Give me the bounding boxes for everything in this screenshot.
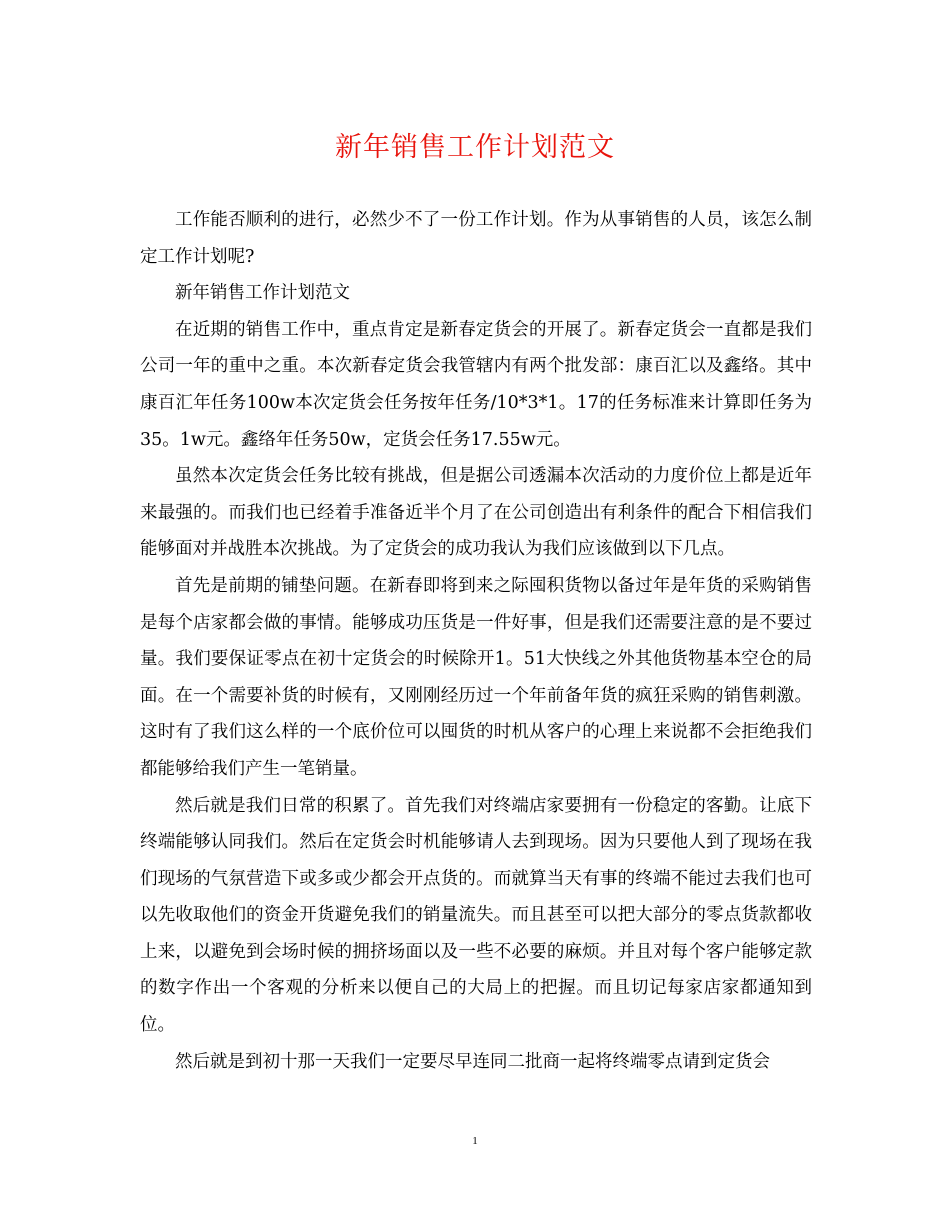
paragraph-preparation: 首先是前期的铺垫问题。在新春即将到来之际囤积货物以备过年是年货的采购销售是每个店家都会做的事情。能够成功压货是一件好事，但是我们还需要注意的是不要过量。我们要保证零点在初十定货会的时候除开1。51大快线之外其他货物基本空仓的局面。在一个需要补货的时候有，又刚刚经历过一个年前备年货的疯狂采购的销售刺激。这时有了我们这么样的一个底价位可以囤货的时机从客户的心理上来说都不会拒绝我们都能够给我们产生一笔销量。 — [140, 575, 812, 779]
paragraph-challenge: 虽然本次定货会任务比较有挑战，但是据公司透漏本次活动的力度价位上都是近年来最强的。而我们也已经着手准备近半个月了在公司创造出有利条件的配合下相信我们能够面对并战胜本次挑战。为了定货会的成功我认为我们应该做到以下几点。 — [140, 466, 812, 560]
paragraph-meeting-day: 然后就是到初十那一天我们一定要尽早连同二批商一起将终端零点请到定货会 — [175, 1051, 770, 1072]
document-body — [140, 202, 812, 1080]
paragraph-daily-accumulation: 然后就是我们日常的积累了。首先我们对终端店家要拥有一份稳定的客勤。让底下终端能够认同我们。然后在定货会时机能够请人去到现场。因为只要他人到了现场在我们现场的气氛营造下或多或少都会开点货的。而就算当天有事的终端不能过去我们也可以先收取他们的资金开货避免我们的销量流失。而且甚至可以把大部分的零点货款都收上来，以避免到会场时候的拥挤场面以及一些不必要的麻烦。并且对每个客户能够定款的数字作出一个客观的分析来以便自己的大局上的把握。而且切记每家店家都通知到位。 — [140, 795, 812, 1036]
page-number: 1 — [472, 1135, 478, 1147]
paragraph-subtitle: 新年销售工作计划范文 — [175, 283, 350, 304]
document-title: 新年销售工作计划范文 — [335, 132, 615, 163]
paragraph-intro: 工作能否顺利的进行，必然少不了一份工作计划。作为从事销售的人员，该怎么制定工作计划呢? — [140, 210, 812, 267]
paragraph-order-meeting: 在近期的销售工作中，重点肯定是新春定货会的开展了。新春定货会一直都是我们公司一年的重中之重。本次新春定货会我管辖内有两个批发部：康百汇以及鑫络。其中康百汇年任务100w本次定货会任务按年任务/10*3*1。17的任务标准来计算即任务为35。1w元。鑫络年任务50w，定货会任务17.55w元。 — [140, 319, 812, 450]
